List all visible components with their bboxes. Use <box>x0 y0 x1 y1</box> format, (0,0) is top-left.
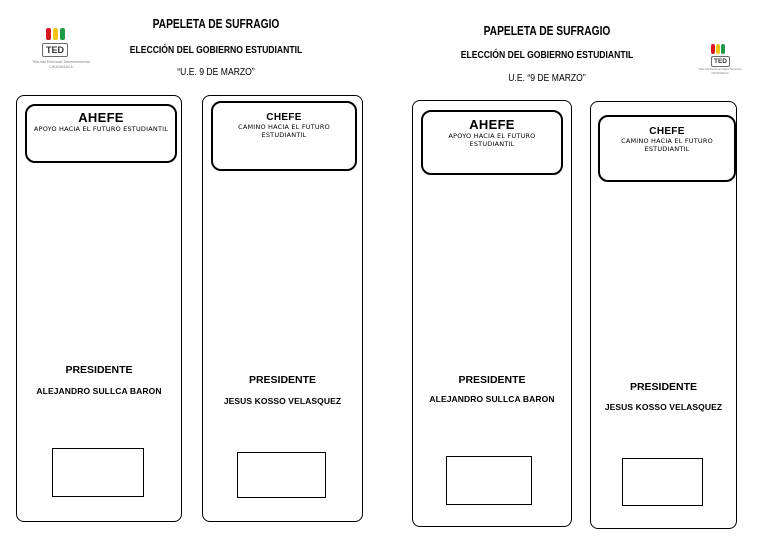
party-name-ahefe: APOYO HACIA EL FUTURO ESTUDIANTIL <box>448 132 536 148</box>
logo-ted-box: TED <box>711 56 730 67</box>
logo-color-bars <box>711 44 725 54</box>
logo-bar-green <box>721 44 725 54</box>
role-label-ahefe: PRESIDENTE <box>65 364 133 376</box>
party-box-chefe <box>211 101 357 171</box>
school-name: U.E. “9 DE MARZO” <box>508 72 586 84</box>
party-code-ahefe: AHEFE <box>469 117 515 132</box>
ballot-subtitle: ELECCIÓN DEL GOBIERNO ESTUDIANTIL <box>129 44 303 56</box>
logo-caption-2: CHUQUISACA <box>711 72 729 75</box>
logo-color-bars <box>46 28 65 40</box>
role-label-chefe: PRESIDENTE <box>629 381 698 393</box>
party-box-chefe <box>598 115 736 182</box>
ballot-subtitle: ELECCIÓN DEL GOBIERNO ESTUDIANTIL <box>460 49 634 61</box>
logo-caption-1: Tribunal Electoral Departamental <box>698 68 742 71</box>
party-code-chefe: CHEFE <box>649 126 685 137</box>
logo-bar-yellow <box>716 44 720 54</box>
vote-box-chefe[interactable] <box>622 458 703 506</box>
party-name-chefe: CAMINO HACIA EL FUTURO ESTUDIANTIL <box>621 137 713 153</box>
vote-box-ahefe[interactable] <box>52 448 144 497</box>
party-box-ahefe <box>421 110 563 175</box>
ted-logo <box>700 44 744 84</box>
party-name-chefe: CAMINO HACIA EL FUTURO ESTUDIANTIL <box>238 123 330 139</box>
logo-bar-green <box>60 28 65 40</box>
logo-bar-yellow <box>53 28 58 40</box>
party-code-ahefe: AHEFE <box>78 110 124 125</box>
logo-ted-box: TED <box>42 43 68 57</box>
party-box-ahefe <box>25 104 177 163</box>
candidate-name-chefe: JESUS KOSSO VELASQUEZ <box>223 396 342 406</box>
candidate-name-chefe: JESUS KOSSO VELASQUEZ <box>604 402 723 412</box>
vote-box-ahefe[interactable] <box>446 456 532 505</box>
vote-box-chefe[interactable] <box>237 452 326 498</box>
logo-bar-red <box>46 28 51 40</box>
role-label-chefe: PRESIDENTE <box>248 374 317 386</box>
ballot-title: PAPELETA DE SUFRAGIO <box>483 24 611 38</box>
role-label-ahefe: PRESIDENTE <box>458 374 526 386</box>
school-name: “U.E. 9 DE MARZO” <box>177 66 255 78</box>
ted-logo <box>26 28 96 88</box>
party-code-chefe: CHEFE <box>266 112 302 123</box>
ballot-title: PAPELETA DE SUFRAGIO <box>152 17 280 31</box>
logo-caption-2: CHUQUISACA <box>49 65 73 69</box>
logo-caption-1: Tribunal Electoral Departamental <box>32 60 90 64</box>
party-name-ahefe: APOYO HACIA EL FUTURO ESTUDIANTIL <box>33 125 169 133</box>
candidate-name-ahefe: ALEJANDRO SULLCA BARON <box>429 394 555 404</box>
logo-bar-red <box>711 44 715 54</box>
candidate-name-ahefe: ALEJANDRO SULLCA BARON <box>36 386 162 396</box>
